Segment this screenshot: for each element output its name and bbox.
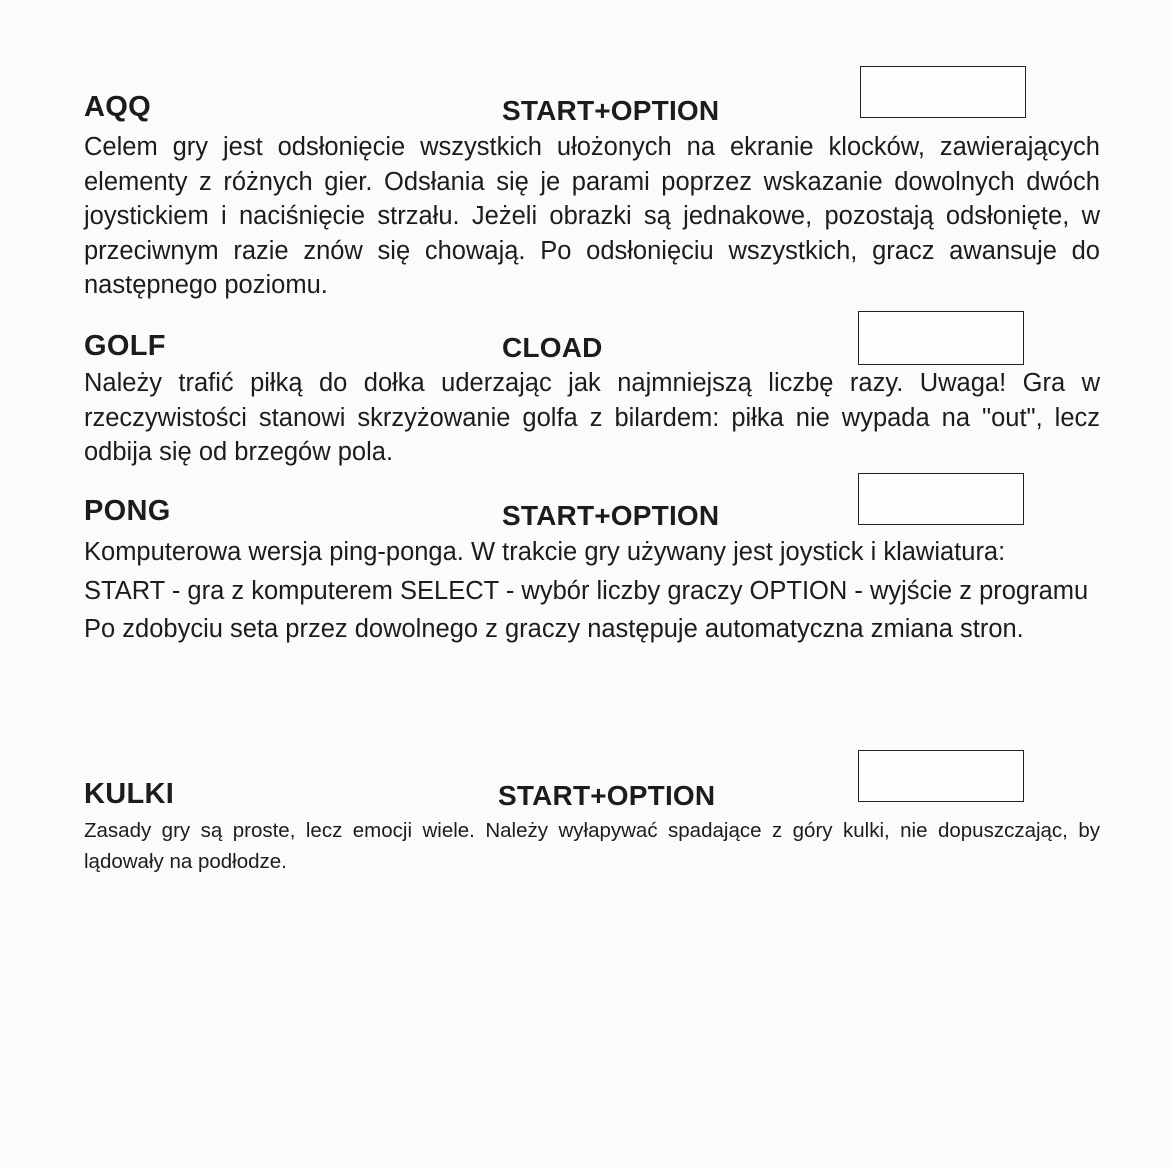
checkbox-blank [858,750,1024,802]
description-paragraph: Po zdobyciu seta przez dowolnego z graczy następuje automatyczna zmiana stron. [84,615,1024,643]
game-description [84,366,1100,470]
description-paragraph: Zasady gry są proste, lecz emocji wiele. Należy wyłapywać spadające z góry kulki, nie dopuszczając, by lądowały na podłodze. [84,819,1100,873]
game-description [84,130,1100,303]
game-title: AQQ [84,91,151,123]
load-command: START+OPTION [498,780,716,811]
game-title: PONG [84,495,171,527]
game-title: KULKI [84,778,175,810]
checkbox-blank [858,473,1024,525]
description-paragraph: Należy trafić piłką do dołka uderzając jak najmniejszą liczbę razy. Uwaga! Gra w rzeczywistości stanowi skrzyżowanie golfa z bilardem: piłka nie wypada na "out", lecz odbija się od brzegów pola. [84,369,1100,466]
description-paragraph: START - gra z komputerem SELECT - wybór liczby graczy OPTION - wyjście z programu [84,576,1089,605]
load-command: CLOAD [502,332,603,363]
game-description [84,535,1100,647]
checkbox-blank [858,311,1024,365]
description-paragraph: Komputerowa wersja ping-ponga. W trakcie gry używany jest joystick i klawiatura: [84,538,1006,566]
load-command: START+OPTION [502,500,720,531]
checkbox-blank [860,66,1026,118]
game-description [84,815,1100,877]
load-command: START+OPTION [502,95,720,126]
description-paragraph: Celem gry jest odsłonięcie wszystkich ułożonych na ekranie klocków, zawierających elementy z różnych gier. Odsłania się je parami poprzez wskazanie dowolnych dwóch joystickiem i naciśnięcie strzału. Jeżeli obrazki są jednakowe, pozostają odsłonięte, w przeciwnym razie znów się chowają. Po odsłonięciu wszystkich, gracz awansuje do następnego poziomu. [84,133,1100,299]
game-title: GOLF [84,330,166,362]
